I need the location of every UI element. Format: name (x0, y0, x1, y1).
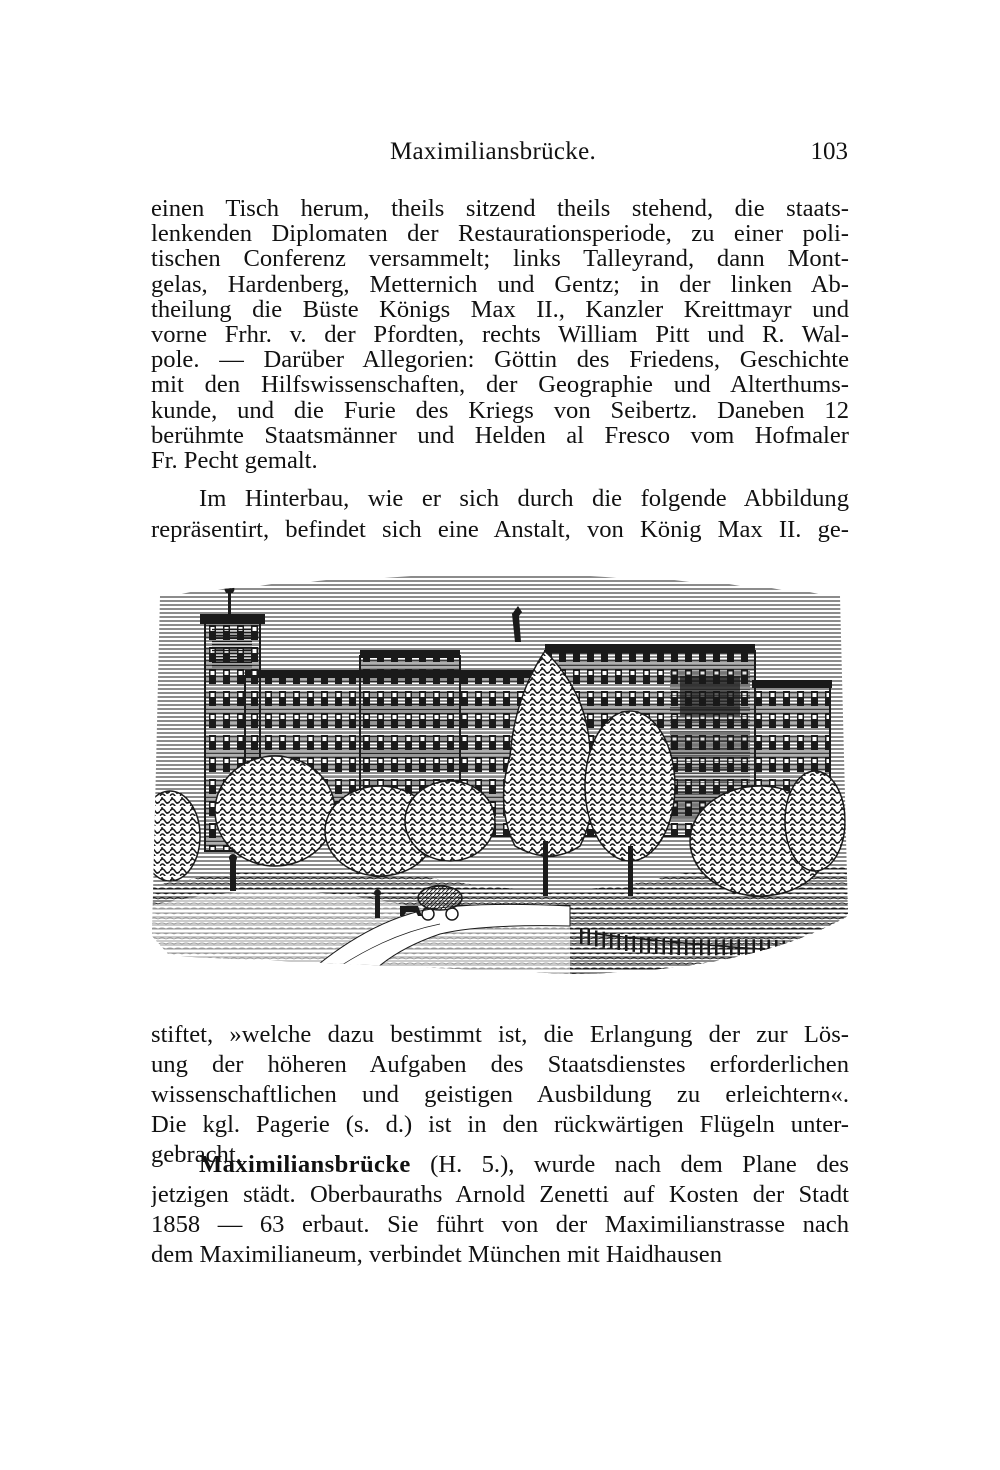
figure (230, 861, 236, 891)
paragraph-3 (151, 1020, 849, 1170)
text-line: jetzigen städt. Oberbauraths Arnold Zenetti auf Kosten der Stadt (151, 1181, 849, 1208)
text-line: mit den Hilfswissenschaften, der Geographie und Alterthums- (151, 372, 849, 398)
fence-post (588, 929, 591, 945)
fence-post (700, 939, 703, 955)
text-line: repräsentirt, befindet sich eine Anstalt, von König Max II. ge- (151, 516, 849, 543)
running-title: Maximiliansbrücke. (390, 138, 597, 165)
entry-term: Maximiliansbrücke (199, 1151, 411, 1178)
fence-post (693, 939, 696, 955)
fence-post (813, 943, 816, 959)
fence-post (843, 947, 846, 963)
paragraph-1 (151, 196, 849, 473)
fence-post (753, 939, 756, 955)
fence-post (685, 939, 688, 955)
fence-post (723, 939, 726, 955)
text-line: Fr. Pecht gemalt. (151, 447, 318, 474)
fence-post (835, 946, 838, 962)
paragraph-4 (151, 1150, 849, 1270)
fence-post (828, 945, 831, 961)
text-line: berühmte Staatsmänner und Helden al Fresco vom Hofmaler (151, 422, 849, 448)
fence-post (805, 942, 808, 958)
fence-post (678, 939, 681, 955)
fence-post (715, 939, 718, 955)
text-line: wissenschaftlichen und geistigen Ausbildung zu erleichtern«. (151, 1081, 849, 1108)
paragraph-2 (151, 483, 849, 545)
fence-post (708, 939, 711, 955)
entry-first-line: (H. 5.), wurde nach dem Plane des (410, 1151, 849, 1178)
text-line: Die kgl. Pagerie (s. d.) ist in den rückwärtigen Flügeln unter- (151, 1111, 849, 1138)
fence-post (768, 940, 771, 956)
fence-post (820, 944, 823, 960)
text-line: kunde, und die Furie des Kriegs von Seibertz. Daneben 12 (151, 397, 849, 423)
text-line: tischen Conferenz versammelt; links Talleyrand, dann Mont- (151, 246, 849, 272)
text-line: pole. — Darüber Allegorien: Göttin des Friedens, Geschichte (151, 347, 849, 373)
engraving-scene (150, 556, 850, 980)
text-line: lenkenden Diplomaten der Restaurationsperiode, zu einer poli- (151, 221, 849, 247)
page-header (150, 138, 850, 174)
text-line: stiftet, »welche dazu bestimmt ist, die Erlangung der zur Lös- (151, 1021, 849, 1048)
engraving-illustration (150, 556, 850, 980)
text-line: einen Tisch herum, theils sitzend theils stehend, die staats- (151, 196, 849, 222)
page-number: 103 (810, 138, 848, 165)
fence-post (745, 939, 748, 955)
fence-post (595, 931, 598, 947)
text-line: vorne Frhr. v. der Pfordten, rechts William Pitt und R. Wal- (151, 321, 849, 348)
text-line: Im Hinterbau, wie er sich durch die folgende Abbildung (199, 485, 849, 512)
fence-post (775, 940, 778, 956)
text-line: gebracht. (151, 1141, 242, 1168)
text-line (151, 1150, 849, 1180)
text-line: dem Maximilianeum, verbindet München mit Haidhausen (151, 1241, 722, 1268)
text-line: 1858 — 63 erbaut. Sie führt von der Maximilianstrasse nach (151, 1211, 849, 1238)
text-line: gelas, Hardenberg, Metternich und Gentz; in der linken Ab- (151, 271, 849, 297)
fence-post (798, 941, 801, 957)
fence-post (760, 939, 763, 955)
fence-post (580, 928, 583, 944)
text-line: ung der höheren Aufgaben des Staatsdienstes erforderlichen (151, 1051, 849, 1078)
text-line: theilung die Büste Königs Max II., Kanzler Kreittmayr und (151, 296, 849, 322)
maximilianeum-engraving (150, 556, 850, 980)
figure (375, 896, 380, 918)
fence-post (783, 940, 786, 956)
fence-post (790, 941, 793, 957)
